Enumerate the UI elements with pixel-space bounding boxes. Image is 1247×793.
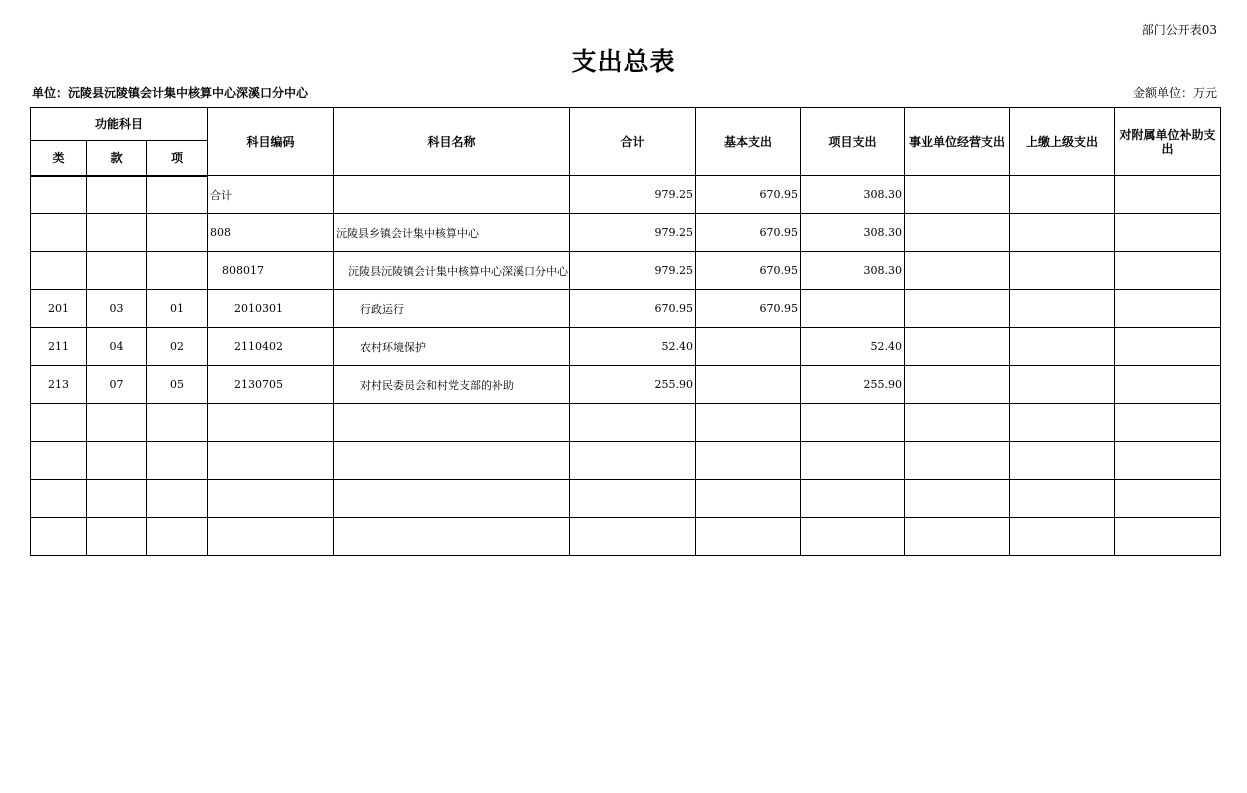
cell-lei: [31, 518, 87, 556]
cell-xiang: [147, 176, 208, 214]
table-row: [31, 290, 1221, 328]
cell-business: [905, 480, 1010, 518]
cell-code: 2010301: [208, 290, 334, 328]
cell-project: 255.90: [801, 366, 905, 404]
cell-basic: 670.95: [696, 214, 801, 252]
cell-project: 308.30: [801, 252, 905, 290]
cell-code: 合计: [208, 176, 334, 214]
cell-basic: [696, 328, 801, 366]
cell-project: [801, 290, 905, 328]
cell-name: [334, 442, 570, 480]
cell-name: 对村民委员会和村党支部的补助: [334, 366, 570, 404]
header-kuan: 款: [87, 141, 147, 176]
cell-project: [801, 480, 905, 518]
cell-total: [570, 480, 696, 518]
cell-upper: [1010, 176, 1115, 214]
header-subject-code: 科目编码: [208, 108, 334, 176]
table-row: [31, 252, 1221, 290]
cell-kuan: 07: [87, 366, 147, 404]
cell-xiang: [147, 442, 208, 480]
header-total: 合计: [570, 108, 696, 176]
cell-code: [208, 480, 334, 518]
cell-code: 808017: [208, 252, 334, 290]
cell-kuan: [87, 480, 147, 518]
cell-subsidy: [1115, 176, 1221, 214]
header-upper-payment: 上缴上级支出: [1010, 108, 1115, 176]
cell-lei: [31, 252, 87, 290]
cell-name: 农村环境保护: [334, 328, 570, 366]
cell-upper: [1010, 328, 1115, 366]
cell-total: [570, 442, 696, 480]
cell-xiang: [147, 252, 208, 290]
cell-xiang: [147, 518, 208, 556]
cell-kuan: [87, 518, 147, 556]
cell-subsidy: [1115, 252, 1221, 290]
cell-lei: [31, 442, 87, 480]
cell-kuan: [87, 442, 147, 480]
table-row: [31, 214, 1221, 252]
cell-xiang: 05: [147, 366, 208, 404]
cell-xiang: 01: [147, 290, 208, 328]
cell-kuan: 03: [87, 290, 147, 328]
cell-lei: [31, 404, 87, 442]
cell-project: 52.40: [801, 328, 905, 366]
expenditure-table: [30, 107, 1221, 556]
organization-unit: 单位：沅陵县沅陵镇会计集中核算中心深溪口分中心: [32, 86, 309, 100]
cell-basic: [696, 518, 801, 556]
table-row: [31, 518, 1221, 556]
page-title: 支出总表: [571, 47, 676, 76]
cell-code: [208, 518, 334, 556]
table-row: [31, 442, 1221, 480]
header-business-expenditure: 事业单位经营支出: [905, 108, 1010, 176]
header-subsidy: 对附属单位补助支出: [1115, 108, 1221, 176]
cell-kuan: 04: [87, 328, 147, 366]
cell-total: [570, 518, 696, 556]
cell-name: [334, 480, 570, 518]
cell-name: 行政运行: [334, 290, 570, 328]
cell-lei: 201: [31, 290, 87, 328]
table-row: [31, 176, 1221, 214]
cell-lei: 213: [31, 366, 87, 404]
cell-business: [905, 518, 1010, 556]
table-row: [31, 328, 1221, 366]
cell-basic: 670.95: [696, 176, 801, 214]
cell-total: 255.90: [570, 366, 696, 404]
cell-xiang: [147, 214, 208, 252]
cell-kuan: [87, 404, 147, 442]
cell-project: [801, 404, 905, 442]
cell-business: [905, 176, 1010, 214]
cell-subsidy: [1115, 442, 1221, 480]
cell-basic: [696, 366, 801, 404]
header-function-subject: 功能科目: [31, 108, 208, 141]
cell-upper: [1010, 214, 1115, 252]
cell-kuan: [87, 176, 147, 214]
cell-upper: [1010, 290, 1115, 328]
cell-subsidy: [1115, 328, 1221, 366]
cell-lei: [31, 480, 87, 518]
cell-subsidy: [1115, 290, 1221, 328]
money-unit: 金额单位：万元: [1132, 86, 1217, 100]
cell-project: 308.30: [801, 176, 905, 214]
cell-code: [208, 404, 334, 442]
cell-total: 52.40: [570, 328, 696, 366]
cell-basic: 670.95: [696, 290, 801, 328]
cell-subsidy: [1115, 214, 1221, 252]
cell-business: [905, 442, 1010, 480]
cell-total: [570, 404, 696, 442]
cell-business: [905, 366, 1010, 404]
cell-upper: [1010, 442, 1115, 480]
cell-xiang: [147, 404, 208, 442]
cell-xiang: [147, 480, 208, 518]
cell-lei: [31, 214, 87, 252]
table-row: [31, 404, 1221, 442]
cell-project: [801, 518, 905, 556]
cell-upper: [1010, 480, 1115, 518]
table-row: [31, 480, 1221, 518]
cell-name: 沅陵县沅陵镇会计集中核算中心深溪口分中心: [334, 252, 570, 290]
cell-subsidy: [1115, 518, 1221, 556]
cell-project: 308.30: [801, 214, 905, 252]
header-lei: 类: [31, 141, 87, 176]
header-subject-name: 科目名称: [334, 108, 570, 176]
cell-kuan: [87, 214, 147, 252]
cell-total: 979.25: [570, 176, 696, 214]
cell-basic: 670.95: [696, 252, 801, 290]
cell-lei: 211: [31, 328, 87, 366]
header-xiang: 项: [147, 141, 208, 176]
cell-business: [905, 214, 1010, 252]
cell-basic: [696, 480, 801, 518]
header-basic-expenditure: 基本支出: [696, 108, 801, 176]
cell-business: [905, 404, 1010, 442]
cell-name: [334, 176, 570, 214]
cell-lei: [31, 176, 87, 214]
cell-kuan: [87, 252, 147, 290]
cell-total: 670.95: [570, 290, 696, 328]
cell-subsidy: [1115, 404, 1221, 442]
table-row: [31, 366, 1221, 404]
cell-upper: [1010, 404, 1115, 442]
cell-basic: [696, 404, 801, 442]
cell-subsidy: [1115, 480, 1221, 518]
header-project-expenditure: 项目支出: [801, 108, 905, 176]
cell-upper: [1010, 366, 1115, 404]
cell-code: 2110402: [208, 328, 334, 366]
cell-subsidy: [1115, 366, 1221, 404]
cell-total: 979.25: [570, 252, 696, 290]
cell-business: [905, 290, 1010, 328]
form-number: 部门公开表03: [1141, 23, 1217, 37]
cell-business: [905, 252, 1010, 290]
cell-basic: [696, 442, 801, 480]
cell-total: 979.25: [570, 214, 696, 252]
cell-code: [208, 442, 334, 480]
cell-business: [905, 328, 1010, 366]
cell-project: [801, 442, 905, 480]
cell-upper: [1010, 518, 1115, 556]
cell-name: [334, 404, 570, 442]
cell-upper: [1010, 252, 1115, 290]
cell-code: 2130705: [208, 366, 334, 404]
cell-name: 沅陵县乡镇会计集中核算中心: [334, 214, 570, 252]
cell-xiang: 02: [147, 328, 208, 366]
cell-name: [334, 518, 570, 556]
cell-code: 808: [208, 214, 334, 252]
